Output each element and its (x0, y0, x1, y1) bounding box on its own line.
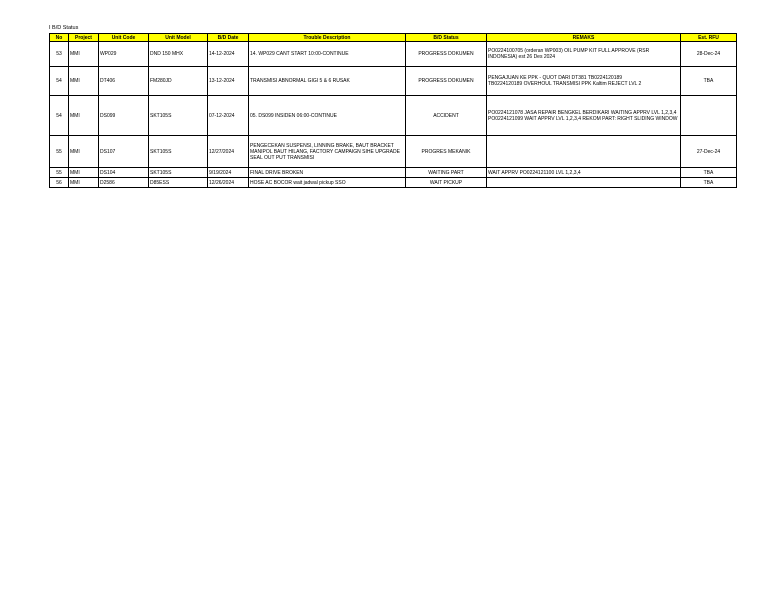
cell-bd-date[interactable]: 13-12-2024 (208, 67, 249, 96)
header-remarks[interactable]: REMAKS (487, 34, 681, 42)
remarks-line: PENGAJUAN KE PPK - QUOT DARI DT381 TB0224120189 (488, 75, 623, 81)
cell-unit-code[interactable]: DT406 (99, 67, 149, 96)
cell-trouble-description[interactable]: 14. WP029 CANT START 10:00-CONTINUE (249, 42, 406, 67)
cell-bd-date[interactable]: 9/19/2024 (208, 168, 249, 178)
table-row (50, 67, 737, 96)
cell-no[interactable]: 54 (50, 67, 69, 96)
header-project[interactable]: Project (69, 34, 99, 42)
cell-no[interactable]: 56 (50, 178, 69, 188)
cell-est-rfu[interactable]: TBA (681, 178, 737, 188)
sheet-title: I B/D Status (49, 25, 79, 31)
remarks-line: PO0224121078 JASA REPAIR BENGKEL BERDIKARI WAITING APPRV LVL 1,2,3,4 (488, 109, 677, 116)
cell-remarks[interactable] (487, 178, 681, 188)
cell-unit-code[interactable]: D2586 (99, 178, 149, 188)
cell-bd-status[interactable]: PROGRESS DOKUMEN (406, 67, 487, 96)
cell-bd-status[interactable]: ACCIDENT (406, 96, 487, 136)
header-unit-code[interactable]: Unit Code (99, 34, 149, 42)
cell-project[interactable]: MMI (69, 178, 99, 188)
cell-unit-model[interactable]: SKT105S (149, 168, 208, 178)
cell-no[interactable]: 55 (50, 136, 69, 168)
cell-project[interactable]: MMI (69, 67, 99, 96)
table-row (50, 42, 737, 67)
remarks-line: PO0224121099 WAIT APPRV LVL 1,2,3,4 REKOM PART: RIGHT SLIDING WINDOW (488, 115, 678, 122)
cell-unit-code[interactable]: DS099 (99, 96, 149, 136)
cell-unit-code[interactable]: DS107 (99, 136, 149, 168)
cell-unit-model[interactable]: D85ESS (149, 178, 208, 188)
header-trouble-description[interactable]: Trouble Description (249, 34, 406, 42)
cell-est-rfu[interactable]: TBA (681, 168, 737, 178)
cell-unit-model[interactable]: SKT105S (149, 96, 208, 136)
cell-bd-status[interactable]: WAITING PART (406, 168, 487, 178)
cell-bd-status[interactable]: PROGRES MEKANIK (406, 136, 487, 168)
cell-trouble-description[interactable]: HOSE AC BOCOR wait jadwal pickup SSO (249, 178, 406, 188)
cell-trouble-description[interactable]: TRANSMISI ABNORMAL GIGI 5 & 6 RUSAK (249, 67, 406, 96)
header-est-rfu[interactable]: Est. RFU (681, 34, 737, 42)
cell-remarks[interactable] (487, 42, 681, 67)
cell-bd-date[interactable]: 12/26/2024 (208, 178, 249, 188)
cell-trouble-description[interactable]: FINAL DRIVE BROKEN (249, 168, 406, 178)
table-row (50, 178, 737, 188)
cell-unit-code[interactable]: WP029 (99, 42, 149, 67)
cell-trouble-description[interactable]: 05. DS099 INSIDEN 06:00-CONTINUE (249, 96, 406, 136)
cell-remarks[interactable] (487, 136, 681, 168)
cell-est-rfu[interactable] (681, 96, 737, 136)
breakdown-status-table (49, 33, 737, 188)
cell-bd-status[interactable]: WAIT PICKUP (406, 178, 487, 188)
cell-unit-model[interactable]: FM280JD (149, 67, 208, 96)
remarks-line: TB0224120189 OVERHOUL TRANSMISI PPK Kaltim REJECT LVL 2 (488, 81, 642, 87)
cell-bd-date[interactable]: 14-12-2024 (208, 42, 249, 67)
remarks-line: PO0224100705 (orderan WP003) OIL PUMP KIT FULL APPROVE (RSR INDONESIA) est 26 Des 2024 (488, 48, 650, 60)
cell-remarks[interactable] (487, 168, 681, 178)
cell-remarks[interactable] (487, 96, 681, 136)
header-bd-date[interactable]: B/D Date (208, 34, 249, 42)
cell-project[interactable]: MMI (69, 168, 99, 178)
header-unit-model[interactable]: Unit Model (149, 34, 208, 42)
cell-no[interactable]: 55 (50, 168, 69, 178)
cell-trouble-description[interactable]: PENGECEKAN SUSPENSI, LINNING BRAKE, BAUT BRACKET MANIPOL BAUT HILANG, FACTORY CAMPAIGN SIHE UPGRADE SEAL OUT PUT TRANSMISI (249, 136, 406, 168)
cell-unit-model[interactable]: SKT105S (149, 136, 208, 168)
cell-est-rfu[interactable]: 28-Dec-24 (681, 42, 737, 67)
remarks-line: WAIT APPRV PO0224121100 LVL 1,2,3,4 (488, 169, 581, 176)
cell-project[interactable]: MMI (69, 136, 99, 168)
header-no[interactable]: No (50, 34, 69, 42)
cell-no[interactable]: 53 (50, 42, 69, 67)
table-row (50, 168, 737, 178)
table-row (50, 96, 737, 136)
cell-project[interactable]: MMI (69, 42, 99, 67)
cell-project[interactable]: MMI (69, 96, 99, 136)
header-row (50, 34, 737, 42)
cell-bd-status[interactable]: PROGRESS DOKUMEN (406, 42, 487, 67)
header-bd-status[interactable]: B/D Status (406, 34, 487, 42)
cell-no[interactable]: 54 (50, 96, 69, 136)
cell-remarks[interactable] (487, 67, 681, 96)
table-row (50, 136, 737, 168)
cell-est-rfu[interactable]: TBA (681, 67, 737, 96)
cell-bd-date[interactable]: 07-12-2024 (208, 96, 249, 136)
cell-est-rfu[interactable]: 27-Dec-24 (681, 136, 737, 168)
cell-bd-date[interactable]: 12/27/2024 (208, 136, 249, 168)
cell-unit-code[interactable]: DS104 (99, 168, 149, 178)
cell-unit-model[interactable]: DND 150 MHX (149, 42, 208, 67)
